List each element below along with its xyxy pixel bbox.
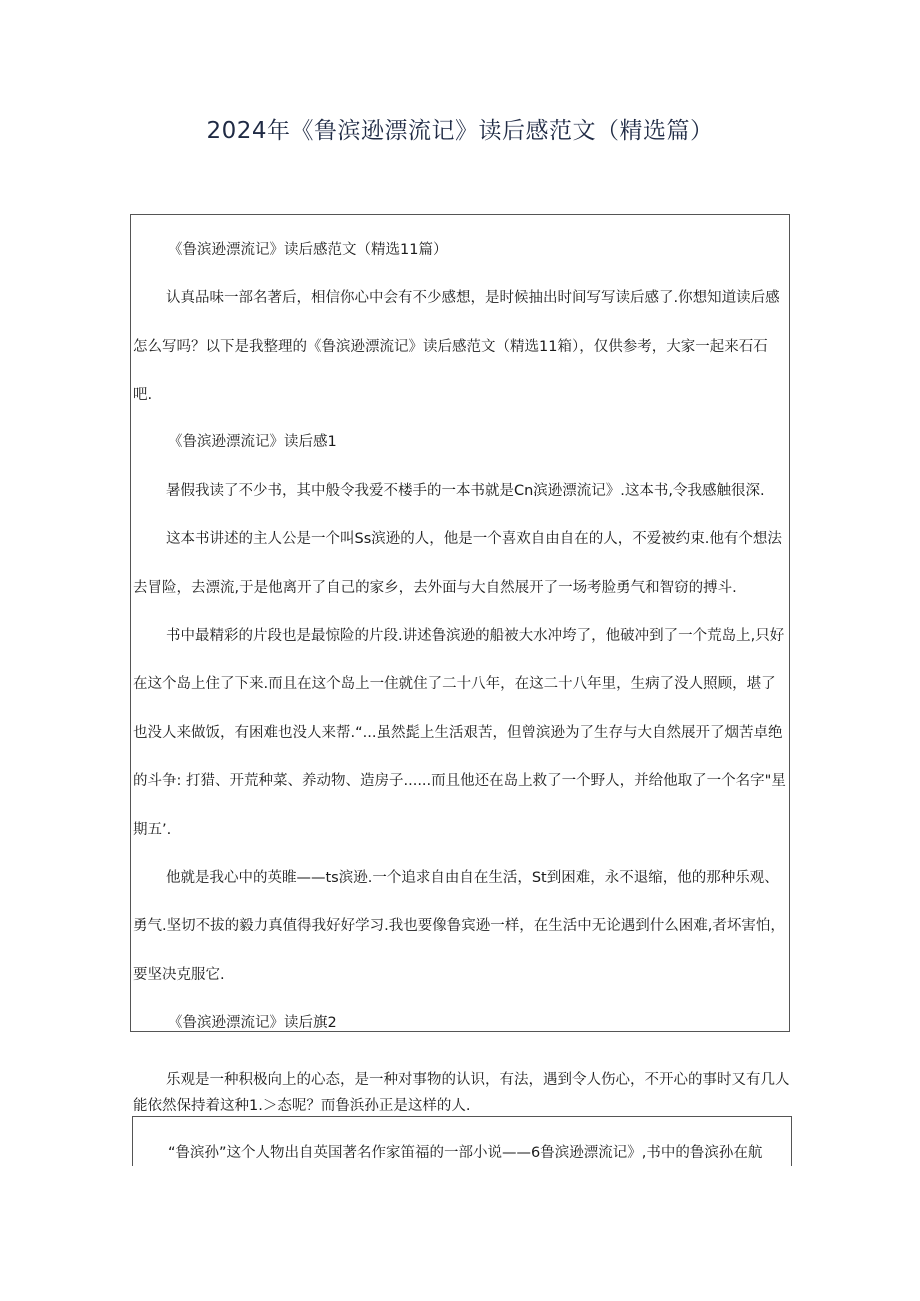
paragraph-line: 他就是我心中的英睢——ts滨逊.一个追求自由自在生活，St到困难，永不退缩，他的那种乐观、 [166, 870, 779, 886]
paragraph-line: 勇气.坚切不拔的毅力真值得我好好学习.我也要像鲁宾逊一样，在生活中无论遇到什么困难,者坏害怕， [133, 918, 785, 934]
essay-heading: 《鲁滨逊漂流记》读后感1 [168, 434, 337, 450]
paragraph-line: 期五’. [133, 822, 172, 838]
paragraph-line: “鲁滨孙”这个人物出自英国著名作家笛福的一部小说——6鲁滨逊漂流记》,书中的鲁滨孙在航 [168, 1145, 763, 1161]
paragraph-line: 书中最精彩的片段也是最惊险的片段.讲述鲁滨逊的船被大水冲垮了，他破冲到了一个荒岛上,只好 [166, 628, 785, 644]
paragraph-line: 在这个岛上住了下来.而且在这个岛上一住就住了二十八年，在这二十八年里，生病了没人照顾，堪了 [133, 676, 776, 692]
paragraph-line: 这本书讲述的主人公是一个叫Ss滨逊的人，他是一个喜欢自由自在的人，不爱被约束.他有个想法 [166, 531, 782, 547]
paragraph-line: 的斗争: 打猎、开荒种菜、养动物、造房子......而且他还在岛上救了一个野人，并给他取了一个名字"星 [133, 773, 786, 789]
intro-line: 吧. [133, 387, 153, 403]
paragraph-line: 能依然保持着这种1.＞态呢？而鲁浜孙正是这样的人. [133, 1098, 471, 1114]
paragraph-line: 乐观是一种积极向上的心态，是一种对事物的认识，有法，遇到令人伤心，不开心的事时又有几人 [166, 1072, 790, 1088]
document-title: 2024年《鲁滨逊漂流记》读后感范文（精选篇） [206, 118, 714, 144]
paragraph-line: 也没人来做饭，有困难也没人来帮.“...虽然髭上生活艰苦，但曾滨逊为了生存与大自然展开了烟苦卓绝 [133, 725, 783, 741]
essay-heading: 《鲁滨逊漂流记》读后旗2 [168, 1015, 337, 1031]
intro-line: 认真品味一部名著后，相信你心中会有不少感想，是时候抽出时间写写读后感了.你想知道读后感 [166, 290, 780, 306]
paragraph-line: 去冒险，去漂流,于是他离开了自己的家乡，去外面与大自然展开了一场考脸勇气和智窃的搏斗. [133, 580, 737, 596]
paragraph-line: 要坚决克服它. [133, 967, 225, 983]
intro-line: 怎么写吗？以下是我整理的《鲁滨逊漂流记》读后感范文（精选11箱），仅供参考，大家一起来石石 [133, 339, 768, 355]
paragraph-line: 暑假我读了不少书，其中般令我爱不楼手的一本书就是Cn滨逊漂流记》.这本书,令我感触很深. [166, 483, 765, 499]
section-heading: 《鲁滨逊漂流记》读后感范文（精选11篇） [168, 242, 448, 258]
